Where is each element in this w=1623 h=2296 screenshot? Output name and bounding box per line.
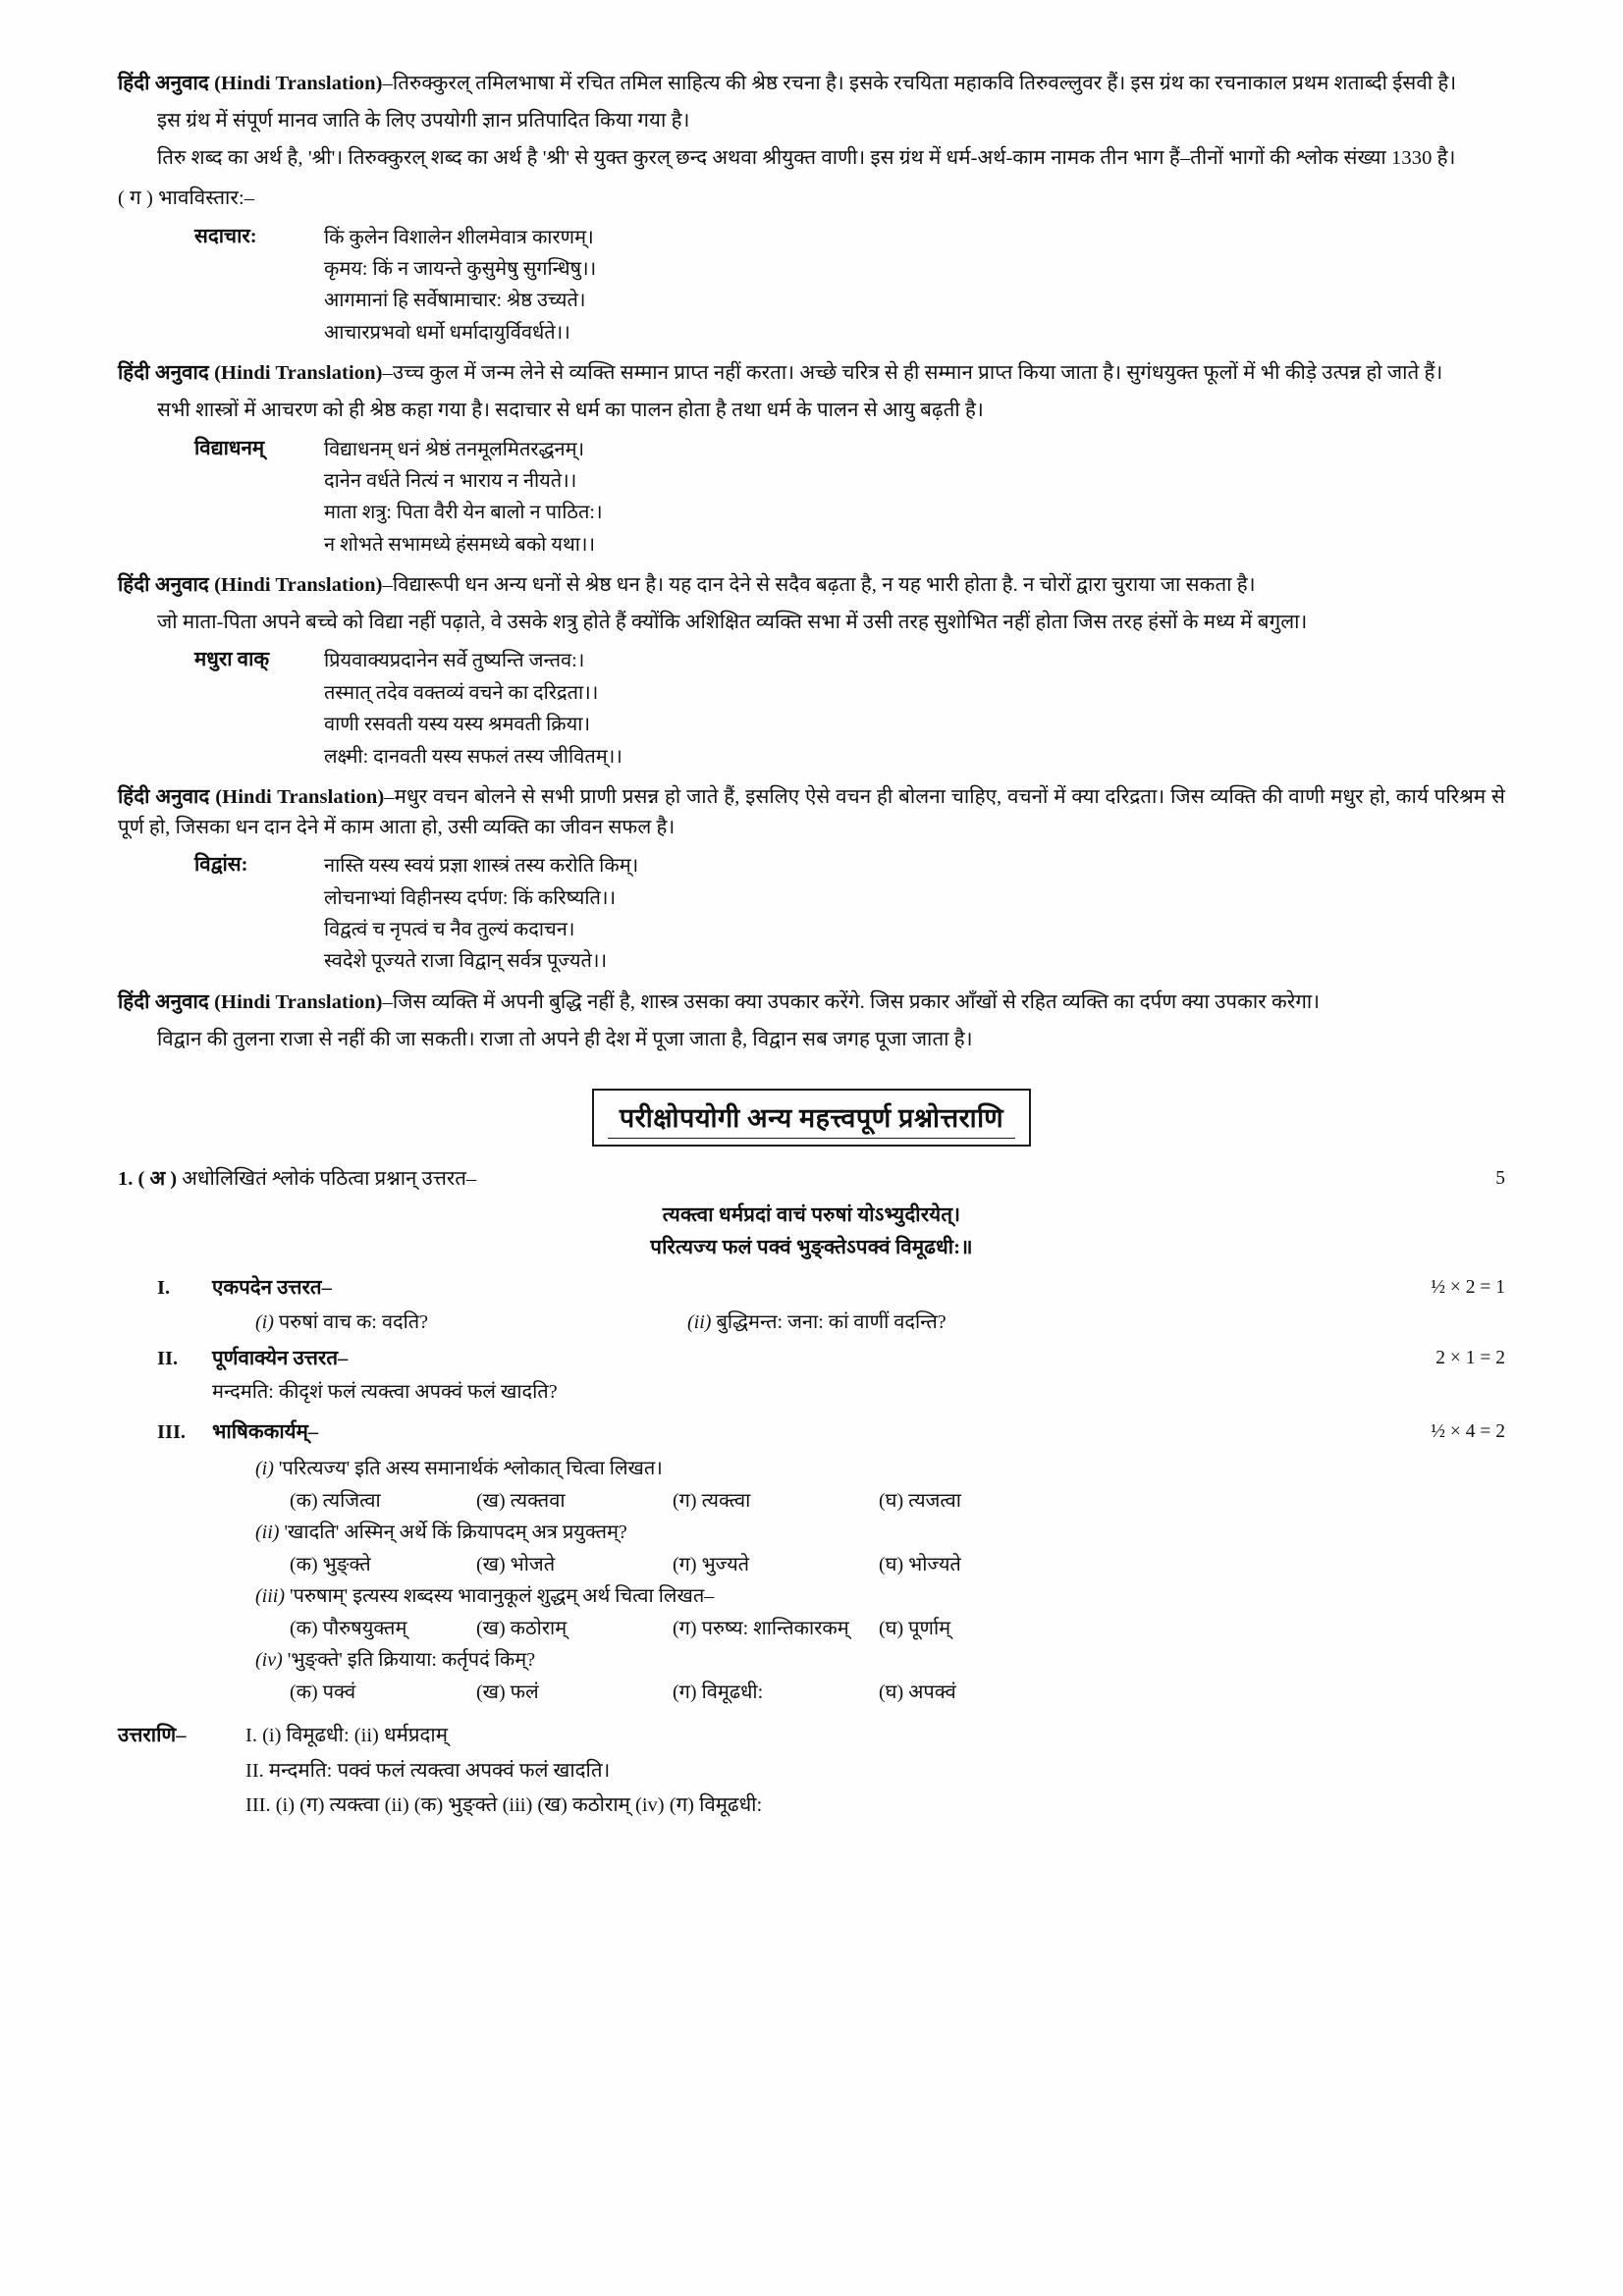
verse-line: किं कुलेन विशालेन शीलमेवात्र कारणम्।	[324, 226, 594, 248]
verse-line: माता शत्रु: पिता वैरी येन बालो न पाठित:।	[324, 502, 603, 524]
verse-line: कृमय: किं न जायन्ते कुसुमेषु सुगन्धिषु।।	[324, 258, 597, 281]
verse-group	[118, 850, 1505, 978]
option-kha[interactable]: (ख) त्यक्तवा	[476, 1489, 566, 1512]
option-gha[interactable]: (घ) अपक्वं	[879, 1681, 956, 1703]
option-ka[interactable]: (क) पौरुषयुक्तम्	[290, 1617, 407, 1639]
item-text: परुषां वाच क: वदति?	[278, 1311, 429, 1334]
subquestion	[118, 1453, 1505, 1484]
verse-line: आचारप्रभवो धर्मो धर्मादायुर्विवर्धते।।	[324, 321, 570, 344]
verse-lines	[324, 850, 1505, 978]
paragraph-text: विद्वान की तुलना राजा से नहीं की जा सकती। राजा तो अपने ही देश में पूजा जाता है, विद्वान सब जगह पूजा जाता है।	[157, 1028, 973, 1050]
part-roman-numeral: I.	[157, 1277, 171, 1300]
paragraph-text: उच्च कुल में जन्म लेने से व्यक्ति सम्मान प्राप्त नहीं करता। अच्छे चरित्र से ही सम्मान प्राप्त किया जाता है। सुगंधयुक्त फूलों में भी कीड़े उत्पन्न हो जाते हैं।	[392, 362, 1443, 385]
option-gha[interactable]: (घ) भोज्यते	[879, 1553, 961, 1575]
subquestion-text: 'भुङ्क्ते' इति क्रियाया: कर्तृपदं किम्?	[287, 1648, 536, 1671]
verse-group	[118, 645, 1505, 773]
answer-line: III. (i) (ग) त्यक्त्वा (ii) (क) भुङ्क्ते (iii) (ख) कठोराम् (iv) (ग) विमूढधी:	[245, 1794, 763, 1817]
paragraph-text: मधुर वचन बोलने से सभी प्राणी प्रसन्न हो जाते हैं, इसलिए ऐसे वचन ही बोलना चाहिए, वचनों में क्या दरिद्रता। जिस व्यक्ति की वाणी मधुर हो, कार्य परिश्रम से पूर्ण हो, जिसका धन दान देने में काम आता हो, उसी व्यक्ति का जीवन सफल है।	[118, 785, 1505, 839]
paragraph-text: जो माता-पिता अपने बच्चे को विद्या नहीं पढ़ाते, वे उसके शत्रु होते हैं क्योंकि अशिक्षित व्यक्ति सभा में उसी तरह सुशोभित नहीं होता जिस तरह हंसों के मध्य में बगुला।	[157, 612, 1308, 634]
verse-line: विद्वत्वं च नृपत्वं च नैव तुल्यं कदाचन।	[324, 919, 575, 941]
question-number: 1. ( अ )	[118, 1168, 178, 1191]
part-heading-text: भाषिककार्यम्–	[212, 1421, 319, 1444]
option-gha[interactable]: (घ) पूर्णाम्	[879, 1617, 951, 1639]
verse-term: सदाचार:	[194, 225, 257, 247]
part-2-line: मन्दमति: कीदृशं फलं त्यक्त्वा अपक्वं फलं खादति?	[212, 1381, 558, 1404]
option-ka[interactable]: (क) त्यजित्वा	[290, 1489, 381, 1512]
verse-group	[118, 434, 1505, 561]
verse-line: परित्यज्य फलं पक्वं भुङ्क्तेऽपक्वं विमूढधी:॥	[650, 1236, 973, 1258]
list-item	[255, 1308, 687, 1334]
option-kha[interactable]: (ख) कठोराम्	[476, 1617, 568, 1639]
part-marks: ½ × 4 = 2	[1431, 1421, 1505, 1443]
part-1-items	[118, 1308, 1505, 1334]
translation-label: हिंदी अनुवाद (Hindi Translation)	[118, 990, 383, 1013]
subquestion-label: (iii)	[255, 1584, 285, 1607]
translation-label: हिंदी अनुवाद (Hindi Translation)	[118, 362, 383, 385]
verse-line: दानेन वर्धते नित्यं न भाराय न नीयते।।	[324, 469, 577, 492]
verse-term: विद्याधनम्	[194, 437, 265, 459]
answers-label: उत्तराणि–	[118, 1724, 187, 1746]
option-row	[118, 1678, 1505, 1704]
paragraph-text: सभी शास्त्रों में आचरण को ही श्रेष्ठ कहा गया है। सदाचार से धर्म का पालन होता है तथा धर्म के पालन से आयु बढ़ती है।	[157, 400, 984, 422]
section-title: परीक्षोपयोगी अन्य महत्त्वपूर्ण प्रश्नोत्तराणि	[592, 1089, 1031, 1147]
option-ga[interactable]: (ग) विमूढधी:	[673, 1681, 764, 1703]
translation-label: हिंदी अनुवाद (Hindi Translation)	[118, 73, 383, 94]
verse-line: नास्ति यस्य स्वयं प्रज्ञा शास्त्रं तस्य करोति किम्।	[324, 855, 639, 878]
paragraph-translation-4: हिंदी अनुवाद (Hindi Translation)–मधुर वचन बोलने से सभी प्राणी प्रसन्न हो जाते हैं, इसलिए ऐसे वचन ही बोलना चाहिए, वचनों में क्या दरिद्रता। जिस व्यक्ति की वाणी मधुर हो, कार्य परिश्रम से पूर्ण हो, जिसका धन दान देने में काम आता हो, उसी व्यक्ति का जीवन सफल है।	[118, 785, 1505, 839]
paragraph-translation-5: हिंदी अनुवाद (Hindi Translation)–जिस व्यक्ति में अपनी बुद्धि नहीं है, शास्त्र उसका क्या उपकार करेंगे. जिस प्रकार आँखों से रहित व्यक्ति का दर्पण क्या उपकार करेगा।	[118, 990, 1321, 1013]
item-text: बुद्धिमन्त: जना: कां वाणीं वदन्ति?	[716, 1311, 947, 1334]
verse-line: न शोभते सभामध्ये हंसमध्ये बको यथा।।	[324, 533, 596, 556]
question-part-3-heading	[118, 1417, 1505, 1449]
verse-line: लक्ष्मी: दानवती यस्य सफलं तस्य जीवितम्।।	[324, 745, 622, 768]
paragraph-translation-2: हिंदी अनुवाद (Hindi Translation)–उच्च कुल में जन्म लेने से व्यक्ति सम्मान प्राप्त नहीं करता। अच्छे चरित्र से ही सम्मान प्राप्त किया जाता है। सुगंधयुक्त फूलों में भी कीड़े उत्पन्न हो जाते हैं।	[118, 362, 1443, 385]
paragraph-text: विद्यारूपी धन अन्य धनों से श्रेष्ठ धन है। यह दान देने से सदैव बढ़ता है, न यह भारी होता है. न चोरों द्वारा चुराया जा सकता है।	[392, 574, 1256, 597]
paragraph-2: इस ग्रंथ में संपूर्ण मानव जाति के लिए उपयोगी ज्ञान प्रतिपादित किया गया है।	[157, 110, 690, 133]
verse-line: स्वदेशे पूज्यते राजा विद्वान् सर्वत्र पूज्यते।।	[324, 950, 608, 973]
option-gha[interactable]: (घ) त्यजत्वा	[879, 1489, 961, 1512]
subquestion	[118, 1517, 1505, 1548]
paragraph-translation-1: हिंदी अनुवाद (Hindi Translation)–तिरुक्कुरल् तमिलभाषा में रचित तमिल साहित्य की श्रेष्ठ रचना है। इसके रचयिता महाकवि तिरुवल्लुवर हैं। इस ग्रंथ का रचनाकाल प्रथम शताब्दी ईसवी है।	[118, 73, 1457, 94]
verse-line: तस्मात् तदेव वक्तव्यं वचने का दरिद्रता।।	[324, 681, 599, 704]
option-ga[interactable]: (ग) त्यक्त्वा	[673, 1489, 751, 1512]
answers-lines	[118, 1720, 1505, 1823]
option-kha[interactable]: (ख) फलं	[476, 1681, 539, 1703]
option-row	[118, 1550, 1505, 1576]
verse-line: आगमानां हि सर्वेषामाचार: श्रेष्ठ उच्यते।	[324, 290, 586, 312]
section-title-box	[118, 1089, 1505, 1147]
verse-lines	[324, 645, 1505, 773]
list-item	[687, 1308, 947, 1334]
option-ka[interactable]: (क) भुङ्क्ते	[290, 1553, 371, 1575]
option-ga[interactable]: (ग) परुष्य: शान्तिकारकम्	[673, 1617, 849, 1639]
subquestion-text: 'खादति' अस्मिन् अर्थे किं क्रियापदम् अत्र प्रयुक्तम्?	[284, 1521, 627, 1543]
translation-label: हिंदी अनुवाद (Hindi Translation)	[118, 785, 385, 808]
part-marks: ½ × 2 = 1	[1431, 1277, 1505, 1299]
subquestion-label: (ii)	[255, 1521, 280, 1543]
answer-line: II. मन्दमति: पक्वं फलं त्यक्त्वा अपक्वं फलं खादति।	[245, 1759, 611, 1782]
verse-line: वाणी रसवती यस्य यस्य श्रमवती क्रिया।	[324, 714, 591, 736]
translation-label: हिंदी अनुवाद (Hindi Translation)	[118, 574, 383, 597]
verse-group	[118, 222, 1505, 349]
verse-line: लोचनाभ्यां विहीनस्य दर्पण: किं करिष्यति।।	[324, 886, 617, 909]
verse-term: मधुरा वाक्	[194, 649, 270, 671]
subquestion	[118, 1644, 1505, 1676]
paragraph-3: तिरु शब्द का अर्थ है, 'श्री'। तिरुक्कुरल् शब्द का अर्थ है 'श्री' से युक्त कुरल् छन्द अथवा श्रीयुक्त वाणी। इस ग्रंथ में धर्म-अर्थ-काम नामक तीन भाग हैं–तीनों भागों की श्लोक संख्या 1330 है।	[157, 147, 1456, 170]
question-1-stem	[118, 1164, 1505, 1196]
answer-line: I. (i) विमूढधी: (ii) धर्मप्रदाम्	[245, 1724, 448, 1746]
verse-line: विद्याधनम् धनं श्रेष्ठं तनमूलमितरद्धनम्।	[324, 438, 585, 460]
subquestion-label: (i)	[255, 1457, 274, 1479]
option-row	[118, 1614, 1505, 1640]
question-part-2-heading	[118, 1344, 1505, 1375]
item-label: (ii)	[687, 1311, 712, 1334]
verse-line: प्रियवाक्यप्रदानेन सर्वे तुष्यन्ति जन्तव:।	[324, 650, 585, 672]
option-kha[interactable]: (ख) भोजते	[476, 1553, 556, 1575]
paragraph-translation-3: हिंदी अनुवाद (Hindi Translation)–विद्यारूपी धन अन्य धनों से श्रेष्ठ धन है। यह दान देने से सदैव बढ़ता है, न यह भारी होता है. न चोरों द्वारा चुराया जा सकता है।	[118, 574, 1256, 597]
page-number: 5	[1495, 1168, 1505, 1190]
paragraph-text: जिस व्यक्ति में अपनी बुद्धि नहीं है, शास्त्र उसका क्या उपकार करेंगे. जिस प्रकार आँखों से रहित व्यक्ति का दर्पण क्या उपकार करेगा।	[392, 990, 1321, 1013]
item-label: (i)	[255, 1311, 274, 1334]
verse-lines	[324, 222, 1505, 349]
paragraph-text: तिरुक्कुरल् तमिलभाषा में रचित तमिल साहित्य की श्रेष्ठ रचना है। इसके रचयिता महाकवि तिरुवल्लुवर हैं। इस ग्रंथ का रचनाकाल प्रथम शताब्दी ईसवी है।	[392, 73, 1457, 94]
option-ka[interactable]: (क) पक्वं	[290, 1681, 356, 1703]
subsection-heading-ga: ( ग ) भावविस्तार:–	[118, 187, 255, 210]
part-roman-numeral: III.	[157, 1421, 187, 1444]
subquestion-text: 'परित्यज्य' इति अस्य समानार्थकं श्लोकात् चित्वा लिखत।	[278, 1457, 663, 1479]
question-stem-text: अधोलिखितं श्लोकं पठित्वा प्रश्नान् उत्तरत–	[182, 1168, 477, 1191]
verse-line: त्यक्त्वा धर्मप्रदां वाचं परुषां योऽभ्युदीरयेत्।	[662, 1203, 961, 1226]
part-heading-text: पूर्णवाक्येन उत्तरत–	[212, 1348, 349, 1370]
verse-lines	[324, 434, 1505, 561]
subquestion-label: (iv)	[255, 1648, 283, 1671]
part-heading-text: एकपदेन उत्तरत–	[212, 1277, 332, 1300]
subquestion	[118, 1580, 1505, 1612]
part-roman-numeral: II.	[157, 1348, 179, 1370]
subquestion-text: 'परुषाम्' इत्यस्य शब्दस्य भावानुकूलं शुद्धम् अर्थ चित्वा लिखत–	[290, 1584, 715, 1607]
option-row	[118, 1486, 1505, 1513]
part-marks: 2 × 1 = 2	[1435, 1348, 1505, 1369]
question-verse	[118, 1200, 1505, 1264]
answers-block	[118, 1720, 1505, 1823]
option-ga[interactable]: (ग) भुज्यते	[673, 1553, 750, 1575]
question-part-1-heading	[118, 1273, 1505, 1305]
verse-term: विद्वांस:	[194, 854, 248, 877]
